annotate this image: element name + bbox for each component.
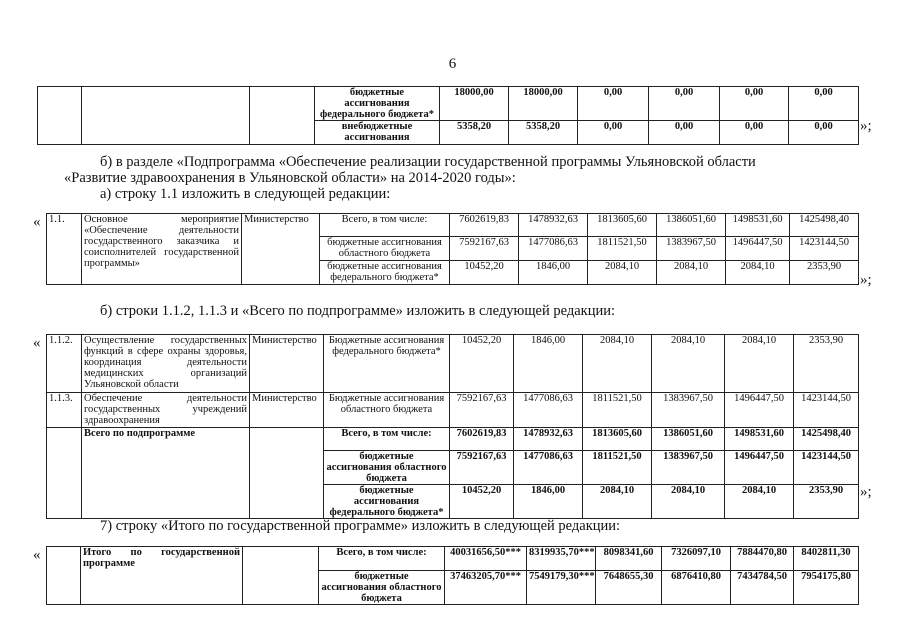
activity-name: Основное мероприятие «Обеспечение деятельности государственного заказчика и соисполнителей государственной программы»: [82, 214, 242, 285]
table-row: [47, 335, 859, 393]
table-cell: [250, 428, 324, 519]
source-cell: бюджетные ассигнования областного бюджета: [320, 237, 450, 261]
value-cell: 1383967,50: [652, 451, 725, 485]
value-cell: 1478932,63: [514, 428, 583, 451]
value-cell: 1423144,50: [794, 451, 859, 485]
value-cell: 1496447,50: [726, 237, 790, 261]
value-cell: 1477086,63: [519, 237, 588, 261]
paragraph-7: 7) строку «Итого по государственной программе» изложить в следующей редакции:: [100, 518, 621, 534]
value-cell: 7592167,63: [450, 237, 519, 261]
value-cell: 1383967,50: [657, 237, 726, 261]
table-row: [47, 393, 859, 428]
opening-quote: «: [33, 335, 41, 351]
closing-quote: »;: [860, 484, 872, 500]
table-continuation: [37, 86, 859, 145]
opening-quote: «: [33, 547, 41, 563]
table-row: [47, 214, 859, 237]
value-cell: 2084,10: [725, 485, 794, 519]
source-cell: бюджетные ассигнования федерального бюджета*: [324, 485, 450, 519]
source-cell: бюджетные ассигнования областного бюджета: [319, 571, 445, 605]
source-cell: бюджетные ассигнования федерального бюджета*: [315, 87, 440, 121]
source-cell: Бюджетные ассигнования федерального бюджета*: [324, 335, 450, 393]
value-cell: 1811521,50: [583, 451, 652, 485]
value-cell: 1813605,60: [588, 214, 657, 237]
value-cell: 1811521,50: [588, 237, 657, 261]
value-cell: 1478932,63: [519, 214, 588, 237]
value-cell: 1496447,50: [725, 393, 794, 428]
activity-name: Осуществление государственных функций в сфере охраны здоровья, координация деятельности медицинских организаций Ульяновской области: [82, 335, 250, 393]
value-cell: 1425498,40: [794, 428, 859, 451]
value-cell: 2084,10: [583, 485, 652, 519]
value-cell: 8098341,60: [596, 547, 662, 571]
paragraph-b2: б) строки 1.1.2, 1.1.3 и «Всего по подпрограмме» изложить в следующей редакции:: [100, 303, 616, 319]
value-cell: 0,00: [789, 87, 859, 121]
subprogram-total-label: Всего по подпрограмме: [82, 428, 250, 519]
value-cell: 1496447,50: [725, 451, 794, 485]
value-cell: 2353,90: [794, 335, 859, 393]
value-cell: 1811521,50: [583, 393, 652, 428]
value-cell: 1425498,40: [790, 214, 859, 237]
value-cell: 10452,20: [450, 335, 514, 393]
row-number: 1.1.: [47, 214, 82, 285]
value-cell: 8319935,70***: [527, 547, 596, 571]
value-cell: 1383967,50: [652, 393, 725, 428]
executor-cell: Министерство: [242, 214, 320, 285]
row-number: 1.1.3.: [47, 393, 82, 428]
closing-quote: »;: [860, 272, 872, 288]
table-cell: [250, 87, 315, 145]
value-cell: 7602619,83: [450, 428, 514, 451]
source-cell: Всего, в том числе:: [320, 214, 450, 237]
value-cell: 0,00: [720, 121, 789, 145]
value-cell: 2353,90: [794, 485, 859, 519]
source-cell: Всего, в том числе:: [319, 547, 445, 571]
value-cell: 37463205,70***: [445, 571, 527, 605]
opening-quote: «: [33, 214, 41, 230]
source-cell: бюджетные ассигнования федерального бюджета*: [320, 261, 450, 285]
value-cell: 0,00: [789, 121, 859, 145]
value-cell: 1846,00: [514, 335, 583, 393]
value-cell: 2084,10: [652, 485, 725, 519]
value-cell: 2084,10: [726, 261, 790, 285]
activity-name: Обеспечение деятельности государственных учреждений здравоохранения: [82, 393, 250, 428]
value-cell: 1477086,63: [514, 393, 583, 428]
program-total-label: Итого по государственной программе: [81, 547, 243, 605]
value-cell: 1846,00: [514, 485, 583, 519]
value-cell: 7648655,30: [596, 571, 662, 605]
value-cell: 1498531,60: [725, 428, 794, 451]
value-cell: 10452,20: [450, 485, 514, 519]
value-cell: 2084,10: [583, 335, 652, 393]
table-cell: [38, 87, 82, 145]
value-cell: 7602619,83: [450, 214, 519, 237]
executor-cell: Министерство: [250, 393, 324, 428]
source-cell: бюджетные ассигнования областного бюджета: [324, 451, 450, 485]
paragraph-b-line1: б) в разделе «Подпрограмма «Обеспечение реализации государственной программы Ульяновской области: [100, 154, 756, 170]
value-cell: 0,00: [649, 121, 720, 145]
source-cell: Всего, в том числе:: [324, 428, 450, 451]
page-number: 6: [448, 56, 457, 72]
table-program-total: [46, 546, 859, 605]
value-cell: 18000,00: [440, 87, 509, 121]
table-cell: [243, 547, 319, 605]
table-rows-1-1-2: [46, 334, 859, 519]
value-cell: 1477086,63: [514, 451, 583, 485]
table-cell: [82, 87, 250, 145]
table-row: [47, 428, 859, 451]
value-cell: 7592167,63: [450, 451, 514, 485]
value-cell: 18000,00: [509, 87, 578, 121]
source-cell: внебюджетные ассигнования: [315, 121, 440, 145]
value-cell: 1386051,60: [652, 428, 725, 451]
value-cell: 1498531,60: [726, 214, 790, 237]
value-cell: 40031656,50***: [445, 547, 527, 571]
value-cell: 5358,20: [440, 121, 509, 145]
value-cell: 7326097,10: [662, 547, 731, 571]
row-number: 1.1.2.: [47, 335, 82, 393]
value-cell: 7592167,63: [450, 393, 514, 428]
value-cell: 2353,90: [790, 261, 859, 285]
value-cell: 2084,10: [657, 261, 726, 285]
paragraph-a: а) строку 1.1 изложить в следующей редакции:: [100, 186, 391, 202]
value-cell: 0,00: [578, 121, 649, 145]
value-cell: 1423144,50: [794, 393, 859, 428]
value-cell: 2084,10: [588, 261, 657, 285]
closing-quote: »;: [860, 118, 872, 134]
value-cell: 1423144,50: [790, 237, 859, 261]
value-cell: 5358,20: [509, 121, 578, 145]
value-cell: 8402811,30: [794, 547, 859, 571]
table-cell: [47, 428, 82, 519]
value-cell: 0,00: [720, 87, 789, 121]
value-cell: 7434784,50: [731, 571, 794, 605]
value-cell: 0,00: [578, 87, 649, 121]
table-cell: [47, 547, 81, 605]
value-cell: 7549179,30***: [527, 571, 596, 605]
executor-cell: Министерство: [250, 335, 324, 393]
source-cell: Бюджетные ассигнования областного бюджета: [324, 393, 450, 428]
value-cell: 2084,10: [652, 335, 725, 393]
value-cell: 7954175,80: [794, 571, 859, 605]
value-cell: 1813605,60: [583, 428, 652, 451]
table-row: [47, 547, 859, 571]
value-cell: 1846,00: [519, 261, 588, 285]
value-cell: 6876410,80: [662, 571, 731, 605]
value-cell: 7884470,80: [731, 547, 794, 571]
table-row: [38, 87, 859, 121]
value-cell: 0,00: [649, 87, 720, 121]
paragraph-b-line2: «Развитие здравоохранения в Ульяновской области» на 2014-2020 годы»:: [64, 170, 516, 186]
value-cell: 1386051,60: [657, 214, 726, 237]
value-cell: 10452,20: [450, 261, 519, 285]
value-cell: 2084,10: [725, 335, 794, 393]
table-row-1-1: [46, 213, 859, 285]
